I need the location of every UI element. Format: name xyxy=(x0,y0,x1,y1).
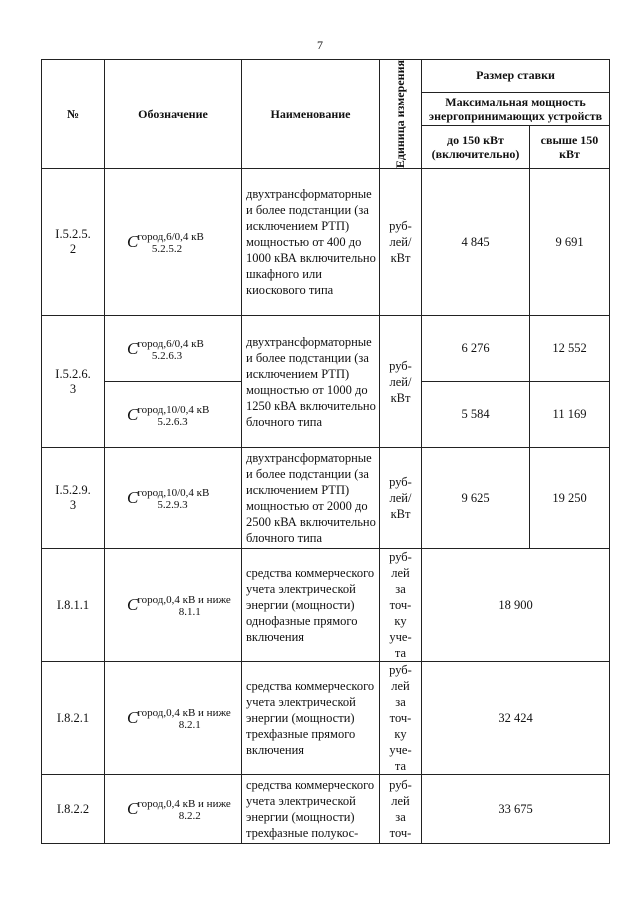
header-no: № xyxy=(42,60,105,169)
designation-cell: Cгород,0,4 кВ и ниже8.2.2 xyxy=(105,775,242,844)
rates-table xyxy=(41,59,610,844)
row-number: I.8.1.1 xyxy=(42,549,105,662)
name-cell: двухтрансформаторные и более подстанции (за исключением РТП) мощностью от 1000 до 1250 кВА включительно блочного типа xyxy=(242,316,380,448)
value-merged: 32 424 xyxy=(422,662,610,775)
header-designation: Обозначение xyxy=(105,60,242,169)
unit-cell: руб- лей/ кВт xyxy=(380,169,422,316)
value-up-to-150: 5 584 xyxy=(422,382,530,448)
row-number: I.8.2.2 xyxy=(42,775,105,844)
table-row xyxy=(42,169,610,316)
unit-cell: руб- лей за точ- xyxy=(380,775,422,844)
value-above-150: 12 552 xyxy=(530,316,610,382)
row-number: I.5.2.6. 3 xyxy=(42,316,105,448)
value-up-to-150: 9 625 xyxy=(422,448,530,549)
unit-cell: руб- лей/ кВт xyxy=(380,316,422,448)
header-unit: Единица измерения xyxy=(380,60,422,169)
table-row xyxy=(42,775,610,844)
name-cell: двухтрансформаторные и более подстанции (за исключением РТП) мощностью от 2000 до 2500 кВА включительно блочного типа xyxy=(242,448,380,549)
designation-cell: Cгород,10/0,4 кВ5.2.9.3 xyxy=(105,448,242,549)
page-number: 7 xyxy=(317,38,323,52)
unit-cell: руб- лей за точ- ку уче- та xyxy=(380,549,422,662)
value-up-to-150: 4 845 xyxy=(422,169,530,316)
header-rate-size: Размер ставки xyxy=(422,60,610,93)
name-cell: средства коммерческого учета электрической энергии (мощности) трехфазные полукос- xyxy=(242,775,380,844)
table-row xyxy=(42,662,610,775)
designation-cell: Cгород,10/0,4 кВ5.2.6.3 xyxy=(105,382,242,448)
row-number: I.8.2.1 xyxy=(42,662,105,775)
header-max-power: Максимальная мощность энергопринимающих устройств xyxy=(422,92,610,126)
unit-cell: руб- лей за точ- ку уче- та xyxy=(380,662,422,775)
row-number: I.5.2.9. 3 xyxy=(42,448,105,549)
value-above-150: 19 250 xyxy=(530,448,610,549)
designation-cell: Cгород,6/0,4 кВ5.2.5.2 xyxy=(105,169,242,316)
header-above-150: свыше 150 кВт xyxy=(530,126,610,169)
unit-cell: руб- лей/ кВт xyxy=(380,448,422,549)
designation-cell: Cгород,0,4 кВ и ниже8.2.1 xyxy=(105,662,242,775)
value-up-to-150: 6 276 xyxy=(422,316,530,382)
header-name: Наименование xyxy=(242,60,380,169)
table-row xyxy=(42,549,610,662)
value-merged: 33 675 xyxy=(422,775,610,844)
table-row xyxy=(42,448,610,549)
designation-cell: Cгород,0,4 кВ и ниже8.1.1 xyxy=(105,549,242,662)
value-above-150: 9 691 xyxy=(530,169,610,316)
name-cell: средства коммерческого учета электрической энергии (мощности) трехфазные прямого включения xyxy=(242,662,380,775)
row-number: I.5.2.5. 2 xyxy=(42,169,105,316)
name-cell: средства коммерческого учета электрической энергии (мощности) однофазные прямого включения xyxy=(242,549,380,662)
value-merged: 18 900 xyxy=(422,549,610,662)
designation-cell: Cгород,6/0,4 кВ5.2.6.3 xyxy=(105,316,242,382)
header-up-to-150: до 150 кВт (включительно) xyxy=(422,126,530,169)
name-cell: двухтрансформаторные и более подстанции (за исключением РТП) мощностью от 400 до 1000 кВА включительно шкафного или киоскового типа xyxy=(242,169,380,316)
value-above-150: 11 169 xyxy=(530,382,610,448)
table-row xyxy=(42,316,610,382)
